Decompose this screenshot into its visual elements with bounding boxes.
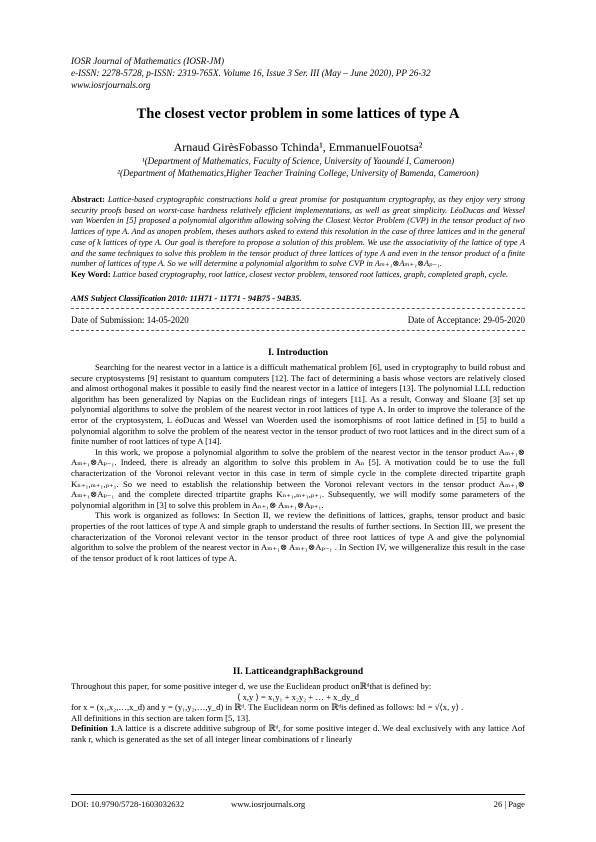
- ams-classification: AMS Subject Classification 2010: 11H71 - 11T71 - 94B75 - 94B35.: [71, 294, 302, 303]
- acceptance-date: Date of Acceptance: 29-05-2020: [407, 315, 525, 325]
- page-footer: [71, 799, 525, 809]
- dates-row: [71, 315, 525, 325]
- keywords-text: Lattice based cryptography, root lattice, closest vector problem, tensored root lattices, graph, completed graph, cycle.: [110, 269, 509, 279]
- section-2-body: [71, 681, 525, 745]
- affiliation-2: ²(Department of Mathematics,Higher Teacher Training College, University of Bamenda, Cameroon): [117, 168, 479, 178]
- intro-paragraph-3: This work is organized as follows: In Section II, we review the definitions of lattices, graphs, tensor product and basic properties of the root lattices of type A and simple graph to understand the results of further sections. In Section III, we present the characterization of the Voronoi relevant vector in the tensor product of three root lattices of type A and give the polynomial algorithm to solve the problem of the nearest vector in Aₘ₊₁⊗ Aₘ₊₁⊗Aₚ₋₁ . In Section IV, we willgeneralize this result in the case of the tensor product of k root lattices of type A.: [71, 510, 525, 563]
- footer-page-number: 26 | Page: [493, 799, 525, 809]
- paper-authors: Arnaud GirèsFobasso Tchinda¹, EmmanuelFouotsa²: [173, 140, 423, 154]
- definition-1-text: .A lattice is a discrete additive subgroup of ℝᵈ, for some positive integer d. We deal exclusively with any lattice Λof rank r, which is generated as the set of all integer linear combinations of r linearly: [71, 723, 525, 744]
- section-1-body: [71, 362, 525, 563]
- intro-paragraph-1: Searching for the nearest vector in a lattice is a difficult mathematical problem [6], used in cryptography to build robust and secure cryptosystems [9] resistant to quantum computers [12]. The fact of determining a basis whose vectors are relatively closed and almost orthogonal makes it possible to easily find the nearest vector in a lattice of integers [13]. The polynomial LLL reduction algorithm has been generalized by Napias on the Euclidean rings of integers [11]. As a result, Conway and Sloane [3] set up polynomial algorithms to solve the problem of the nearest vector in root lattices of type A. In order to improve the tolerance of the error of the cryptosystem, L éoDucas and Wessel van Woerden used the isomorphisms of root lattice defined in [5] to build a polynomial algorithm to solve the problem of the nearest vector in the tensor product of two root lattices and in the direct sum of a finite number of root lattices of type A [14].: [71, 362, 525, 447]
- abstract-block: [71, 195, 525, 281]
- affiliation-1: ¹(Department of Mathematics, Faculty of Science, University of Yaoundé I, Cameroon): [141, 156, 455, 166]
- footer-doi: DOI: 10.9790/5728-1603032632: [71, 799, 185, 809]
- footer-rule: [71, 794, 525, 795]
- section-1-heading: I. Introduction: [267, 348, 328, 358]
- abstract-label: Abstract:: [71, 195, 105, 204]
- definition-1-label: Definition 1: [71, 723, 115, 734]
- background-paragraph-2: for x = (x₁,x₂,…,x_d) and y = (y₁,y₂,…,y_d) in ℝᵈ. The Euclidean norm on ℝᵈis defined as follows: ‖x‖ = √⟨x, y⟩ .: [71, 702, 464, 713]
- intro-paragraph-2: In this work, we propose a polynomial algorithm to solve the problem of the nearest vector in the tensor product Aₘ₊₁⊗ Aₘ₊₁⊗Aₚ₋₁. Indeed, there is already an algorithm to solve this problem in Aₙ [5]. A motivation could be to use the full characterization of the Voronoi relevant vector in this case in term of simple cycle in the complete directed tripartite graph Kₙ₊₁,ₘ₊₁,ₚ₊₁. So we need to establish the relationship between the Voronoi relevant vectors in the tensor product Aₘ₊₁⊗ Aₘ₊₁⊗Aₚ₋₁ and the complete directed tripartite graphs Kₙ₊₁,ₘ₊₁,ₚ₊₁. Subsequently, we will modify some parameters of the polynomial algorithm in [3] to solve this problem in Aₙ₊₁⊗ Aₘ₊₁⊗Aₚ₊₁.: [71, 446, 525, 510]
- background-paragraph-1: Throughout this paper, for some positive integer d, we use the Euclidean product onℝᵈthat is defined by:: [71, 681, 432, 691]
- paper-title: The closest vector problem in some lattices of type A: [136, 106, 460, 122]
- inner-product-formula: ⟨ x,y ⟩ = x₁y₁ + x₂y₂ + … + x_dy_d: [237, 691, 359, 702]
- journal-name: IOSR Journal of Mathematics (IOSR-JM): [71, 56, 225, 66]
- journal-url[interactable]: www.iosrjournals.org: [71, 80, 151, 90]
- divider-top: [71, 308, 525, 309]
- section-2-heading: II. LatticeandgraphBackground: [232, 667, 364, 677]
- footer-site[interactable]: www.iosrjournals.org: [231, 799, 306, 809]
- background-paragraph-3: All definitions in this section are taken form [5, 13].: [71, 712, 251, 723]
- keywords-label: Key Word:: [71, 269, 111, 279]
- submission-date: Date of Submission: 14-05-2020: [71, 315, 189, 325]
- journal-issn: e-ISSN: 2278-5728, p-ISSN: 2319-765X. Volume 16, Issue 3 Ser. III (May – June 2020), PP 26-32: [71, 68, 431, 78]
- divider-bottom: [71, 330, 525, 331]
- abstract-text: Lattice-based cryptographic constructions hold a great promise for postquantum cryptography, as they enjoy very strong security proofs based on worst-case hardness relatively efficient implementations, as well as great simplicity. LéoDucas and Wessel van Woerden in [5] proposed a polynomial algorithm allowing solving the Closest Vector Problem (CVP) in the tensor product of two lattices of type A. And as anopen problem, theses authors asked to extend this resolution in the case of three lattices and in the general case of k lattices of type A. Our goal is therefore to propose a solution of this problem. We use the associativity of the lattice of type A and the same techniques to solve this problem in the tensor product of three lattices of type A and even in the tensor product of a finite number of lattices of type A. So we will determine a polynomial algorithm to solve CVP in Aₘ₊₁⊗Aₘ₊₁⊗Aₚ₋₁.: [71, 195, 525, 269]
- journal-header: [71, 55, 431, 91]
